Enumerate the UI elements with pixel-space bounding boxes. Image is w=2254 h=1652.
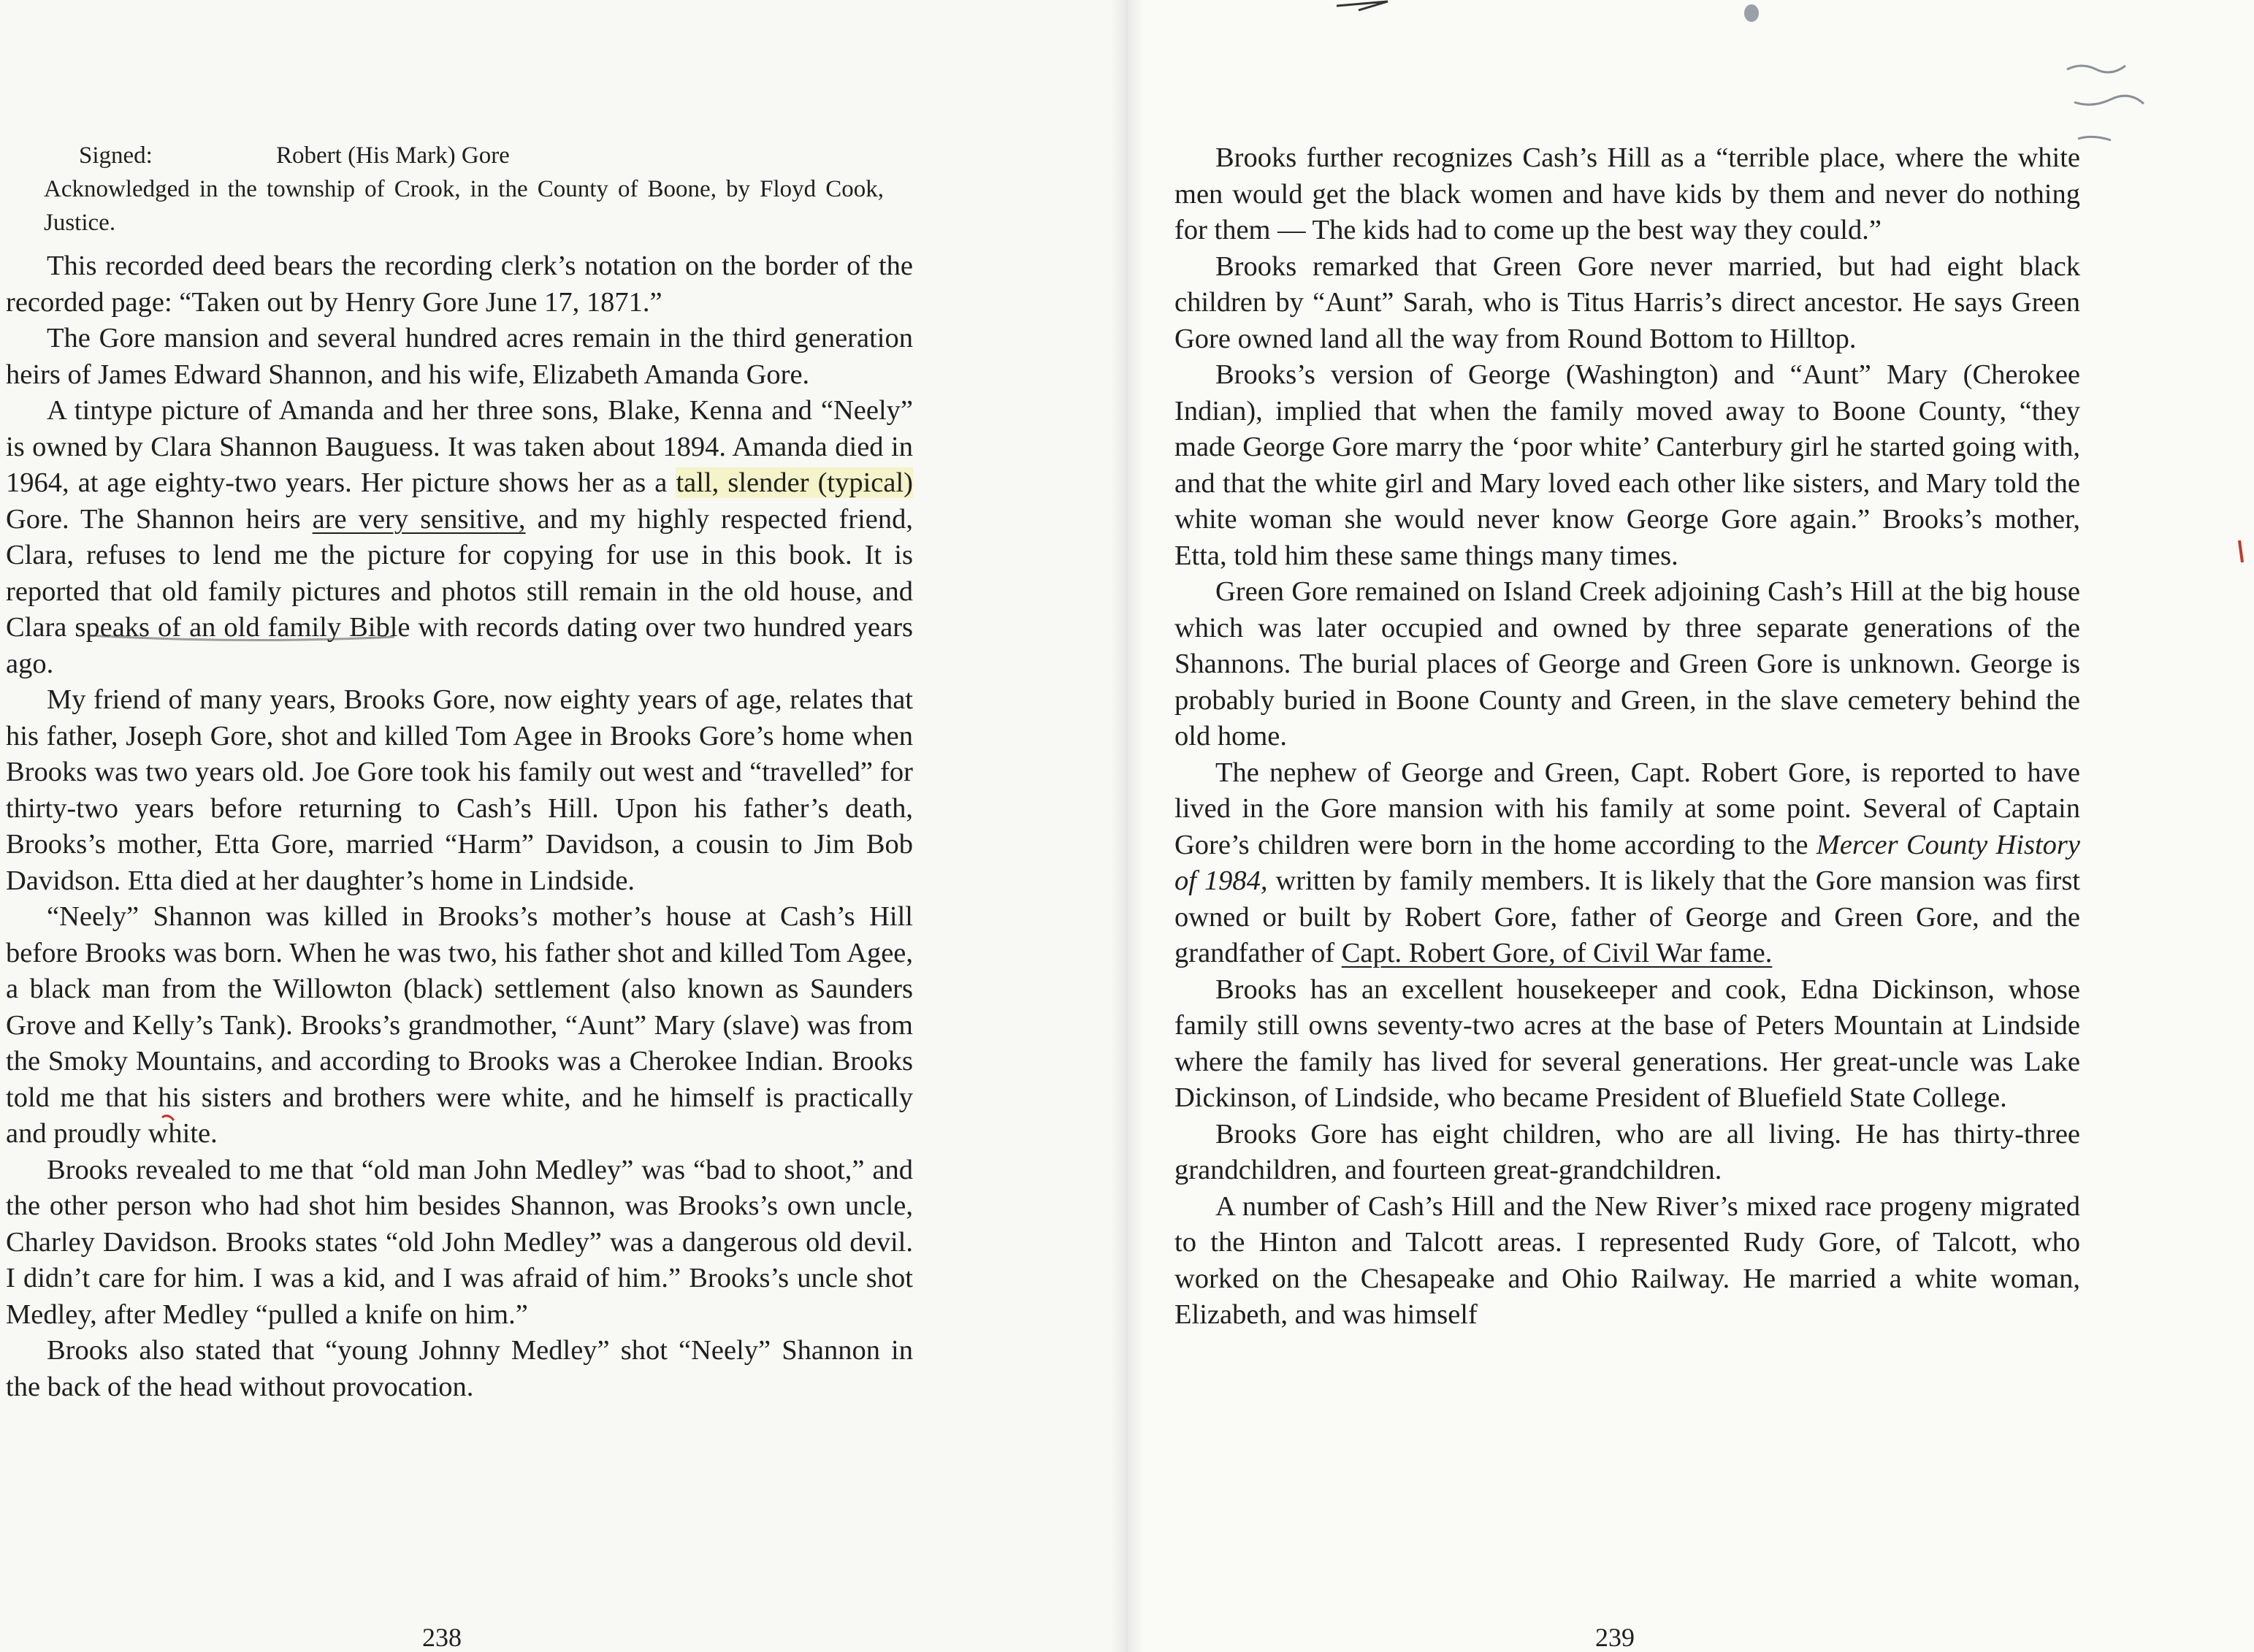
left-page-text — [6, 248, 913, 1405]
italic-title: Mercer County History of 1984, — [1174, 829, 2080, 896]
signature-line — [79, 139, 510, 172]
paragraph: Brooks revealed to me that “old man John Medley” was “bad to shoot,” and the other person who had shot him besides Shannon, was Brooks’s own uncle, Charley Davidson. Brooks states “old John Medley” was a dangerous old devil. I didn’t care for him. I was a kid, and I was afraid of him.” Brooks’s uncle shot Medley, after Medley “pulled a knife on him.” — [6, 1154, 913, 1330]
right-page-text — [1174, 140, 2080, 1334]
paragraph: Brooks also stated that “young Johnny Medley” shot “Neely” Shannon in the back of the head without provocation. — [6, 1335, 913, 1402]
paragraph: Brooks has an excellent housekeeper and cook, Edna Dickinson, whose family still owns seventy-two acres at the base of Peters Mountain at Lindside where the family has lived for several generations. Her great-uncle was Lake Dickinson, of Lindside, who became President of Bluefield State College. — [1174, 974, 2080, 1113]
paragraph: This recorded deed bears the recording clerk’s notation on the border of the recorded page: “Taken out by Henry Gore June 17, 1871.” — [6, 251, 913, 318]
underlined-text: Capt. Robert Gore, of Civil War fame. — [1341, 938, 1773, 968]
text-run: The nephew of George and Green, Capt. Robert Gore, is reported to have lived in the Gore mansion with his family at some point. Several of Captain Gore’s children were born in the home according to the — [1174, 757, 2080, 860]
signature-name: Robert (His Mark) Gore — [276, 142, 510, 169]
page-number-left: 238 — [422, 1623, 462, 1652]
paragraph-tintype — [6, 393, 913, 682]
paragraph: Brooks further recognizes Cash’s Hill as a “terrible place, where the white men would get the black women and have kids by them and never do nothing for them — The kids had to come up the best way they could.” — [1174, 142, 2080, 245]
paragraph: Brooks remarked that Green Gore never married, but had eight black children by “Aunt” Sarah, who is Titus Harris’s direct ancestor. He says Green Gore owned land all the way from Round Bottom to Hilltop. — [1174, 251, 2080, 354]
underlined-text: are very sensitive, — [312, 503, 526, 535]
text-run: Gore. The Shannon heirs — [6, 503, 313, 535]
acknowledgement: Acknowledged in the township of Crook, in the County of Boone, by Floyd Cook, Justice. — [44, 176, 884, 236]
highlighted-text: tall, slender (typical) — [676, 467, 913, 498]
signature-label: Signed: — [79, 142, 153, 169]
paragraph: My friend of many years, Brooks Gore, now eighty years of age, relates that his father, Joseph Gore, shot and killed Tom Agee in Brooks Gore’s home when Brooks was two years old. Joe Gore took his family out west and “travelled” for thirty-two years before returning to Cash’s Hill. Upon his father’s death, Brooks’s mother, Etta Gore, married “Harm” Davidson, a cousin to Jim Bob Davidson. Etta died at her daughter’s home in Lindside. — [6, 684, 913, 896]
paragraph: A number of Cash’s Hill and the New River’s mixed race progeny migrated to the Hinton and Talcott areas. I represented Rudy Gore, of Talcott, who worked on the Chesapeake and Ohio Railway. He married a white woman, Elizabeth, and was himself — [1174, 1190, 2080, 1330]
paragraph-nephew — [1174, 755, 2080, 972]
paragraph: The Gore mansion and several hundred acres remain in the third generation heirs of James Edward Shannon, and his wife, Elizabeth Amanda Gore. — [6, 323, 913, 390]
page-number-right: 239 — [1595, 1623, 1635, 1652]
text-run: A tintype picture of Amanda and her three sons, Blake, Kenna and “Neely” is owned by Clara Shannon Bauguess. It was taken about 1894. Amanda died in 1964, at age eighty-two years. Her picture shows her as a — [6, 395, 913, 498]
paragraph: Brooks Gore has eight children, who are all living. He has thirty-three grandchildren, and fourteen great-grandchildren. — [1174, 1118, 2080, 1185]
book-gutter — [1110, 0, 1144, 1652]
text-run: written by family members. It is likely that the Gore mansion was first owned or built by Robert Gore, father of George and Green Gore, and the grandfather of — [1174, 865, 2080, 968]
paragraph: “Neely” Shannon was killed in Brooks’s mother’s house at Cash’s Hill before Brooks was born. When he was two, his father shot and killed Tom Agee, a black man from the Willowton (black) settlement (also known as Saunders Grove and Kelly’s Tank). Brooks’s grandmother, “Aunt” Mary (slave) was from the Smoky Mountains, and according to Brooks was a Cherokee Indian. Brooks told me that his sisters and brothers were white, and he himself is practically and proudly white. — [6, 901, 913, 1149]
paragraph: Brooks’s version of George (Washington) and “Aunt” Mary (Cherokee Indian), implied that when the family moved away to Boone County, “they made George Gore marry the ‘poor white’ Canterbury girl he started going with, and that the white girl and Mary loved each other like sisters, and Mary told the white woman she would never know George Gore again.” Brooks’s mother, Etta, told him these same things many times. — [1174, 359, 2080, 571]
text-run: and my highly respected friend, Clara, refuses to lend me the picture for copying for use in this book. It is reported that old family pictures and photos still remain in the old house, and Clara speaks of an old family Bible with records dating over two hundred years ago. — [6, 503, 914, 679]
paragraph: Green Gore remained on Island Creek adjoining Cash’s Hill at the big house which was later occupied and owned by three separate generations of the Shannons. The burial places of George and Green Gore is unknown. George is probably buried in Boone County and Green, in the slave cemetery behind the old home. — [1174, 576, 2080, 752]
